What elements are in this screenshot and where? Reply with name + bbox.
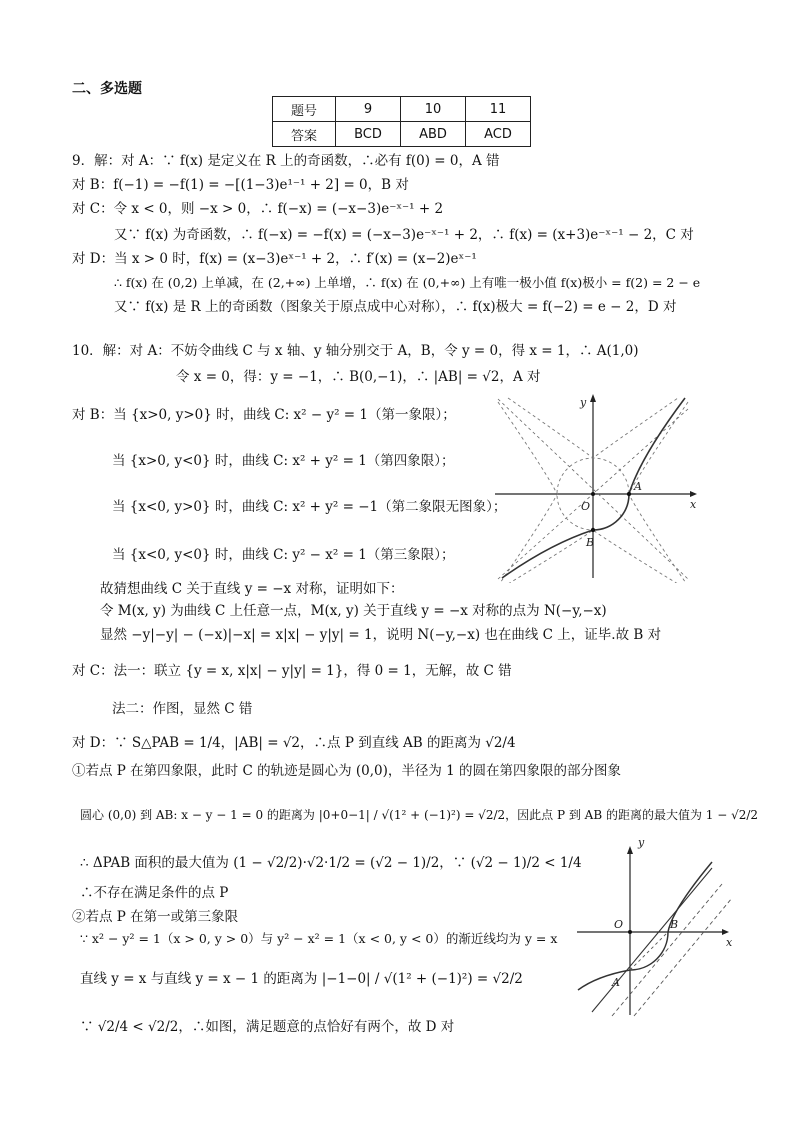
answer-table-num: 10 xyxy=(401,97,466,122)
q10-line: 显然 −y|−y| − (−x)|−x| = x|x| − y|y| = 1，说明 N(−y,−x) 也在曲线 C 上，证毕.故 B 对 xyxy=(100,627,662,643)
point-b xyxy=(591,528,595,532)
q10-line: ∵ √2/4 < √2/2，∴如图，满足题意的点恰好有两个，故 D 对 xyxy=(80,1019,455,1035)
origin-point xyxy=(628,930,632,934)
q10-line: ∵ x² − y² = 1（x > 0, y > 0）与 y² − x² = 1（x < 0, y < 0）的渐近线均为 y = x xyxy=(80,931,558,946)
q9-line: 对 B：f(−1) = −f(1) = −[(1−3)e¹⁻¹ + 2] = 0，B 对 xyxy=(72,177,409,193)
q10-line: 圆心 (0,0) 到 AB: x − y − 1 = 0 的距离为 |0+0−1| / √(1² + (−1)²) = √2/2，因此点 P 到 AB 的距离的最大值为 1 − √2/2 xyxy=(80,808,759,822)
x-axis-label: x xyxy=(726,936,733,949)
parallel-line-dashed xyxy=(634,898,732,1016)
q10-line: 当 {x<0, y<0} 时，曲线 C: y² − x² = 1（第三象限）； xyxy=(112,547,455,563)
q9-line: 又∵ f(x) 是 R 上的奇函数（图象关于原点成中心对称），∴ f(x)极大 = f(−2) = e − 2，D 对 xyxy=(114,299,677,315)
origin-point xyxy=(591,492,595,496)
q10-line: ①若点 P 在第四象限，此时 C 的轨迹是圆心为 (0,0)，半径为 1 的圆在第四象限的部分图象 xyxy=(72,763,622,779)
x-axis-arrow xyxy=(722,929,729,935)
point-a xyxy=(627,492,631,496)
point-b-label: B xyxy=(586,536,595,549)
q10-line: 对 D：∵ S△PAB = 1/4，|AB| = √2，∴点 P 到直线 AB 的距离为 √2/4 xyxy=(72,735,516,751)
curve-figure-2 xyxy=(572,840,742,1020)
point-a-label: A xyxy=(612,976,620,989)
q9-line: 对 D：当 x > 0 时，f(x) = (x−3)eˣ⁻¹ + 2，∴ f′(x) = (x−2)eˣ⁻¹ xyxy=(72,251,477,267)
hyperbola-dashed xyxy=(498,402,557,583)
point-a-label: A xyxy=(634,480,642,493)
q10-line: 法二：作图，显然 C 错 xyxy=(112,701,253,717)
x-axis-arrow xyxy=(690,491,697,497)
q10-line: 直线 y = x 与直线 y = x − 1 的距离为 |−1−0| / √(1² + (−1)²) = √2/2 xyxy=(80,971,523,987)
q9-line: 对 C：令 x < 0，则 −x > 0，∴ f(−x) = (−x−3)e⁻ˣ⁻¹ + 2 xyxy=(72,201,444,217)
answer-table-header-ans: 答案 xyxy=(273,122,336,147)
answer-table-ans: ABD xyxy=(401,122,466,147)
answer-table-header-num: 题号 xyxy=(273,97,336,122)
q10-line: ∴不存在满足条件的点 P xyxy=(80,885,229,901)
y-axis-arrow xyxy=(590,394,596,402)
q10-line: 10．解：对 A：不妨令曲线 C 与 x 轴、y 轴分别交于 A，B，令 y = 0，得 x = 1，∴ A(1,0) xyxy=(72,343,639,359)
point-b-label: B xyxy=(670,918,679,931)
q9-line: 又∵ f(x) 为奇函数，∴ f(−x) = −f(x) = (−x−3)e⁻ˣ⁻¹ + 2，∴ f(x) = (x+3)e⁻ˣ⁻¹ − 2，C 对 xyxy=(114,227,694,243)
q9-line: 9．解：对 A：∵ f(x) 是定义在 R 上的奇函数，∴必有 f(0) = 0，A 错 xyxy=(72,153,500,169)
q10-line: ②若点 P 在第一或第三象限 xyxy=(72,909,239,925)
q10-line: 对 B：当 {x>0, y>0} 时，曲线 C: x² − y² = 1（第一象限）； xyxy=(72,407,456,423)
q10-line: 故猜想曲线 C 关于直线 y = −x 对称，证明如下： xyxy=(100,581,404,597)
q10-line: 令 x = 0，得：y = −1，∴ B(0,−1)，∴ |AB| = √2，A 对 xyxy=(176,369,541,385)
curve-c-q4 xyxy=(593,494,629,530)
q10-line: 令 M(x, y) 为曲线 C 上任意一点，M(x, y) 关于直线 y = −x 对称的点为 N(−y,−x) xyxy=(100,603,607,619)
curve-c-q3 xyxy=(578,970,630,990)
answer-table xyxy=(272,96,531,147)
answer-table-num: 9 xyxy=(336,97,401,122)
section-title: 二、多选题 xyxy=(72,81,142,97)
parallel-line-dashed xyxy=(612,884,722,1016)
x-axis-label: x xyxy=(690,498,697,511)
origin-label: O xyxy=(581,500,591,513)
answer-table-num: 11 xyxy=(466,97,531,122)
line-y-equals-x xyxy=(592,868,712,1012)
q10-line: 当 {x>0, y<0} 时，曲线 C: x² + y² = 1（第四象限）； xyxy=(112,453,455,469)
y-axis-label: y xyxy=(580,396,587,409)
q10-line: ∴ ΔPAB 面积的最大值为 (1 − √2/2)·√2·1/2 = (√2 − 1)/2，∵ (√2 − 1)/2 < 1/4 xyxy=(80,855,582,871)
y-axis-label: y xyxy=(638,840,645,849)
y-axis-arrow xyxy=(627,846,633,854)
curve-figure-1 xyxy=(490,388,705,583)
q10-line: 对 C：法一：联立 {y = x, x|x| − y|y| = 1}，得 0 = 1，无解，故 C 错 xyxy=(72,663,512,679)
answer-table-ans: ACD xyxy=(466,122,531,147)
q9-line: ∴ f(x) 在 (0,2) 上单减，在 (2,+∞) 上单增，∴ f(x) 在 (0,+∞) 上有唯一极小值 f(x)极小 = f(2) = 2 − e xyxy=(114,275,701,290)
answer-table-ans: BCD xyxy=(336,122,401,147)
curve-c-q3 xyxy=(502,530,593,578)
q10-line: 当 {x<0, y>0} 时，曲线 C: x² + y² = −1（第二象限无图象）； xyxy=(112,499,507,515)
origin-label: O xyxy=(614,918,624,931)
